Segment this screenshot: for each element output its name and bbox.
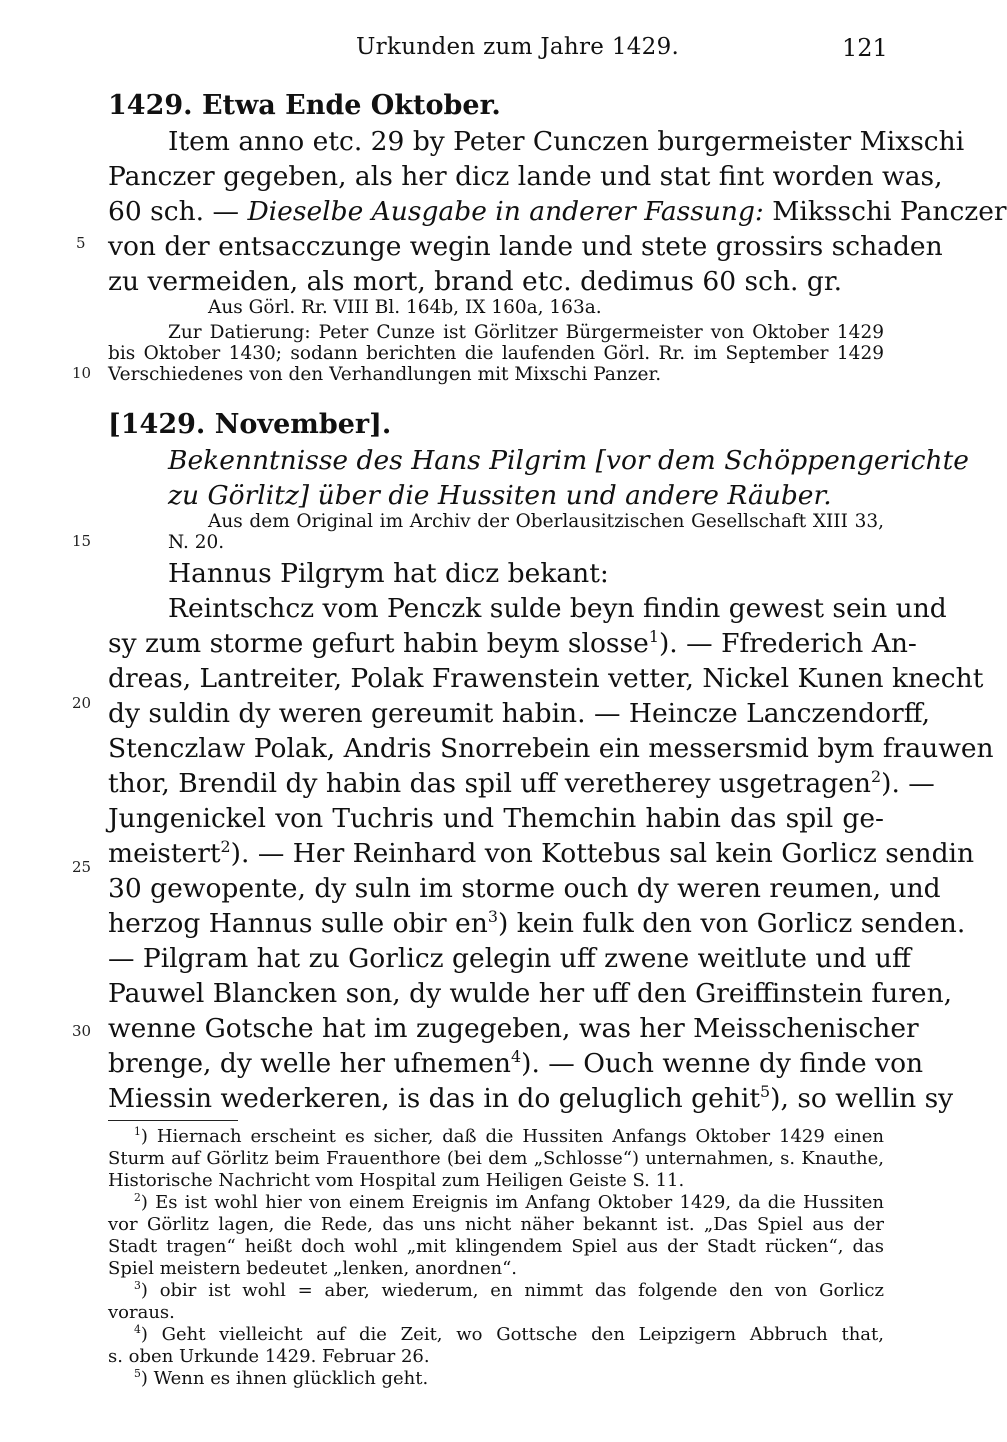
footnote-line [134, 1368, 428, 1390]
note-line: Zur Datierung: Peter Cunze ist Görlitzer Bürgermeister von Oktober 1429 [168, 322, 884, 343]
footnote-mark: 3 [134, 1279, 141, 1292]
text-line: dreas, Lantreiter, Polak Frawenstein vetter, Nickel Kunen knecht [108, 663, 984, 694]
text-segment: ). — Ffrederich An- [658, 628, 917, 659]
footnote-line [134, 1126, 884, 1148]
footnote-line [134, 1324, 884, 1346]
text-line: — Pilgram hat zu Gorlicz gelegin uff zwene weitlute und uff [108, 943, 911, 974]
line-number: 15 [72, 532, 92, 550]
document-date-heading: [1429. November]. [108, 409, 392, 440]
text-segment: ), so wellin sy [770, 1083, 954, 1114]
text-line: dy suldin dy weren gereumit habin. — Heincze Lanczendorff, [108, 698, 931, 729]
text-line: Jungenickel von Tuchris und Themchin habin das spil ge- [108, 803, 884, 834]
text-segment: herzog Hannus sulle obir en [108, 908, 488, 939]
running-header: Urkunden zum Jahre 1429. [356, 34, 680, 60]
footnote-text: ) Es ist wohl hier von einem Ereignis im Anfang Oktober 1429, da die Hussiten [140, 1192, 884, 1213]
footnote-mark: 3 [487, 907, 498, 927]
line-number: 25 [72, 858, 92, 876]
footnote-line: Sturm auf Görlitz beim Frauenthore (bei dem „Schlosse“) unternahmen, s. Knauthe, [108, 1148, 884, 1169]
italic-segment: Dieselbe Ausgabe in anderer Fassung: [247, 196, 764, 227]
footnote-text: ) Wenn es ihnen glücklich geht. [140, 1368, 429, 1389]
document-date-heading: 1429. Etwa Ende Oktober. [108, 90, 501, 121]
document-title-line: Bekenntnisse des Hans Pilgrim [vor dem Schöppengerichte [168, 445, 969, 476]
text-segment: ). — [881, 768, 935, 799]
note-line: Verschiedenes von den Verhandlungen mit Mixschi Panzer. [108, 364, 662, 385]
footnote-mark: 2 [871, 767, 882, 787]
footnote-line [134, 1280, 884, 1302]
footnote-rule [108, 1120, 238, 1121]
text-line [108, 194, 1007, 229]
footnote-mark: 4 [511, 1047, 522, 1067]
footnote-mark: 2 [220, 837, 231, 857]
text-line: Item anno etc. 29 by Peter Cunczen burgermeister Mixschi [168, 126, 965, 157]
text-line: Stenczlaw Polak, Andris Snorrebein ein messersmid bym frauwen [108, 733, 994, 764]
text-line [108, 906, 966, 941]
footnote-line: Historische Nachricht vom Hospital zum Heiligen Geiste S. 11. [108, 1170, 685, 1191]
footnote-line: s. oben Urkunde 1429. Februar 26. [108, 1346, 430, 1367]
source-citation: Aus dem Original im Archiv der Oberlausitzischen Gesellschaft XIII 33, [208, 511, 884, 532]
page-number: 121 [842, 34, 888, 62]
text-line: zu vermeiden, als mort, brand etc. dedimus 60 sch. gr. [108, 266, 843, 297]
text-line: Pauwel Blancken son, dy wulde her uff den Greiffinstein furen, [108, 978, 953, 1009]
text-segment: ). — Ouch wenne dy finde von [521, 1048, 924, 1079]
footnote-text: ) obir ist wohl = aber, wiederum, en nimmt das folgende den von Gorlicz [140, 1280, 884, 1301]
text-segment: Miessin wederkeren, is das in do geluglich gehit [108, 1083, 761, 1114]
text-segment: brenge, dy welle her ufnemen [108, 1048, 511, 1079]
text-line: Hannus Pilgrym hat dicz bekant: [168, 558, 609, 589]
note-line: bis Oktober 1430; sodann berichten die laufenden Görl. Rr. im September 1429 [108, 343, 884, 364]
text-line [108, 1081, 954, 1116]
footnote-mark: 5 [134, 1367, 141, 1380]
text-line: wenne Gotsche hat im zugegeben, was her Meisschenischer [108, 1013, 919, 1044]
text-line: von der entsacczunge wegin lande und stete grossirs schaden [108, 231, 943, 262]
text-line [108, 1046, 924, 1081]
footnote-line: Stadt tragen“ heißt doch wohl „mit klingendem Spiel aus der Stadt rücken“, das [108, 1236, 884, 1257]
footnote-mark: 5 [760, 1082, 771, 1102]
source-citation: Aus Görl. Rr. VIII Bl. 164b, IX 160a, 163a. [208, 297, 602, 318]
text-segment: ). — Her Reinhard von Kottebus sal kein Gorlicz sendin [230, 838, 975, 869]
footnote-mark: 2 [134, 1191, 141, 1204]
text-segment: sy zum storme gefurt habin beym slosse [108, 628, 649, 659]
text-line [108, 766, 935, 801]
text-line [108, 626, 917, 661]
text-segment: ) kein fulk den von Gorlicz senden. [497, 908, 966, 939]
text-line: Reintschcz vom Penczk sulde beyn findin gewest sein und [168, 593, 947, 624]
line-number: 5 [76, 234, 86, 252]
footnote-line [134, 1192, 884, 1214]
footnote-mark: 4 [134, 1323, 141, 1336]
line-number: 30 [72, 1022, 92, 1040]
text-line [108, 836, 975, 871]
text-segment: meistert [108, 838, 221, 869]
line-number: 20 [72, 694, 92, 712]
text-line: 30 gewopente, dy suln im storme ouch dy weren reumen, und [108, 873, 941, 904]
document-title-line: zu Görlitz] über die Hussiten und andere Räuber. [168, 480, 832, 511]
source-citation: N. 20. [168, 532, 225, 553]
line-number: 10 [72, 364, 92, 382]
footnote-mark: 1 [648, 627, 659, 647]
footnote-line: vor Görlitz lagen, die Rede, das uns nicht näher bekannt ist. „Das Spiel aus der [108, 1214, 884, 1235]
footnote-line: Spiel meistern bedeutet „lenken, anordnen“. [108, 1258, 518, 1279]
text-segment: thor, Brendil dy habin das spil uff veretherey usgetragen [108, 768, 871, 799]
text-segment: Miksschi Panczer [763, 196, 1007, 227]
footnote-mark: 1 [134, 1125, 141, 1138]
footnote-line: voraus. [108, 1302, 175, 1323]
text-segment: 60 sch. — [108, 196, 248, 227]
text-line: Panczer gegeben, als her dicz lande und stat fint worden was, [108, 161, 943, 192]
footnote-text: ) Geht vielleicht auf die Zeit, wo Gottsche den Leipzigern Abbruch that, [140, 1324, 884, 1345]
footnote-text: ) Hiernach erscheint es sicher, daß die Hussiten Anfangs Oktober 1429 einen [140, 1126, 884, 1147]
